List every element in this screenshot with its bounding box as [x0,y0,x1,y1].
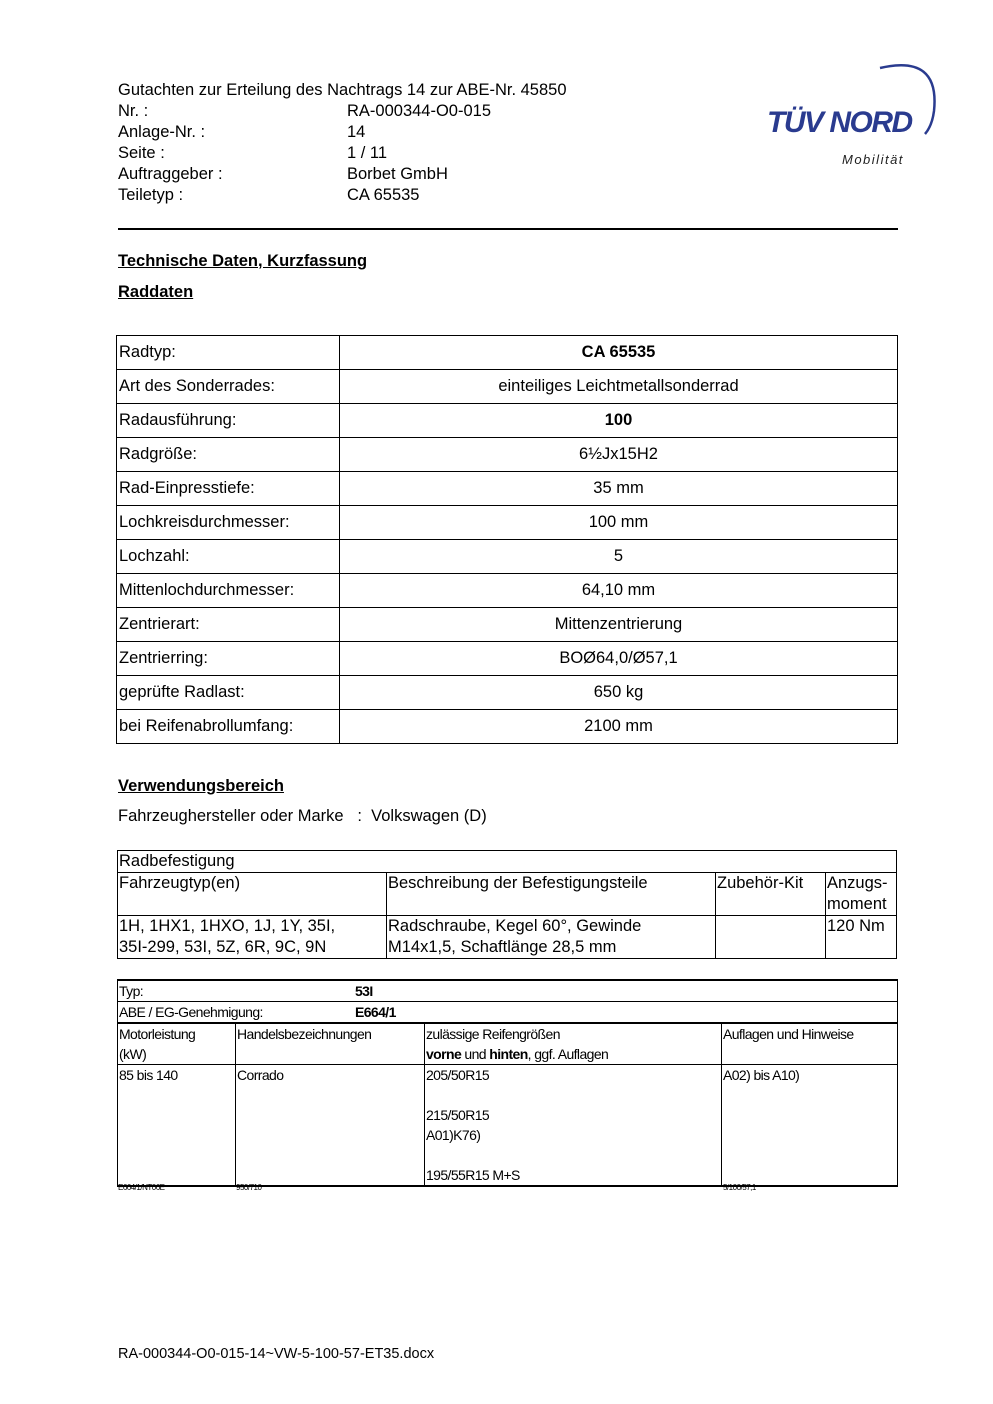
raddaten-label: Radgröße: [117,438,340,472]
header-row-seite [118,143,567,164]
footnote-code: 950/710 [236,1183,262,1192]
table-row [117,506,898,540]
raddaten-value: 64,10 mm [340,574,898,608]
col-header-line: (kW) [119,1046,147,1062]
header-value: Borbet GmbH [347,165,448,183]
raddaten-value: BOØ64,0/Ø57,1 [340,642,898,676]
table-row [117,710,898,744]
footnote-code: 5/100/57,1 [723,1183,756,1192]
hersteller-line [118,807,487,826]
header-label: Auftraggeber : [118,165,223,183]
cell-line: 35I-299, 53I, 5Z, 6R, 9C, 9N [119,938,327,956]
header-value: 14 [347,123,366,141]
tire-size: 215/50R15 [426,1107,490,1123]
section-subtitle: Raddaten [118,283,194,301]
document-header [118,80,567,206]
col-header-auflagen: Auflagen und Hinweise [722,1023,898,1065]
typ-row [118,980,898,1002]
header-label: Nr. : [118,102,149,120]
cell-line: 1H, 1HX1, 1HXO, 1J, 1Y, 35I, [119,917,336,935]
col-header-line: moment [827,895,887,913]
header-label: Anlage-Nr. : [118,123,206,141]
raddaten-label: Radtyp: [117,336,340,370]
table-row [117,608,898,642]
raddaten-table [116,335,898,744]
table-row [117,574,898,608]
table-row [117,540,898,574]
header-row-teiletyp [118,185,567,206]
leistung-cell: 85 bis 140 [118,1065,236,1187]
zubehoer-kit-cell [716,916,826,959]
cell-line: M14x1,5, Schaftlänge 28,5 mm [388,938,617,956]
raddaten-value: Mittenzentrierung [340,608,898,642]
document-title: Gutachten zur Erteilung des Nachtrags 14 zur ABE-Nr. 45850 [118,81,567,99]
raddaten-label: Mittenlochdurchmesser: [117,574,340,608]
table-row [117,472,898,506]
raddaten-label: Zentrierart: [117,608,340,642]
raddaten-value: 6½Jx15H2 [340,438,898,472]
radbefestigung-table [117,850,897,959]
col-header-line: zulässige Reifengrößen [426,1026,560,1042]
col-header-line [426,1044,720,1064]
raddaten-value: 35 mm [340,472,898,506]
raddaten-label: bei Reifenabrollumfang: [117,710,340,744]
raddaten-label: Lochkreisdurchmesser: [117,506,340,540]
typ-table [117,979,898,1187]
col-header-motorleistung [118,1023,236,1065]
hinweise-cell: A02) bis A10) [722,1065,898,1187]
header-label: Seite : [118,144,165,162]
raddaten-label: Lochzahl: [117,540,340,574]
logo-subtitle: Mobilität [842,152,904,167]
header-divider [118,228,898,230]
raddaten-value: CA 65535 [340,336,898,370]
emphasis: vorne [426,1046,462,1062]
footer-filename: RA-000344-O0-015-14~VW-5-100-57-ET35.docx [118,1346,435,1362]
header-row-nr [118,101,567,122]
header-label: Teiletyp : [118,186,184,204]
typ-label: Typ: [119,983,144,999]
table-row [117,642,898,676]
hersteller-value: Volkswagen (D) [371,807,487,825]
footnote-code: E664/1/NT06E [118,1183,165,1192]
table-row [117,404,898,438]
text: und [461,1046,490,1062]
header-value: RA-000344-O0-015 [347,102,492,120]
hersteller-label: Fahrzeughersteller oder Marke [118,807,344,825]
raddaten-value: 650 kg [340,676,898,710]
header-row-auftraggeber [118,164,567,185]
header-value: 1 / 11 [347,144,388,162]
raddaten-label: Art des Sonderrades: [117,370,340,404]
hersteller-separator: : [357,807,362,825]
col-header: Fahrzeugtyp(en) [118,873,387,916]
table-row [118,916,897,959]
beschreibung-cell [387,916,716,959]
col-header: Zubehör-Kit [716,873,826,916]
typ-value: 53I [355,983,373,999]
table-row [117,336,898,370]
table-row [117,370,898,404]
section-title: Technische Daten, Kurzfassung [118,252,368,270]
raddaten-value: 100 [340,404,898,438]
abe-label: ABE / EG-Genehmigung: [119,1004,263,1020]
table-row [117,438,898,472]
col-header-reifengroessen [425,1023,722,1065]
col-header-line: Motorleistung [119,1026,196,1042]
tire-size: 195/55R15 M+S [426,1167,520,1183]
raddaten-label: geprüfte Radlast: [117,676,340,710]
radbefestigung-title: Radbefestigung [118,851,897,873]
handelsname-cell: Corrado [236,1065,425,1187]
header-row-anlage [118,122,567,143]
raddaten-value: 2100 mm [340,710,898,744]
col-header-handelsbezeichnungen: Handelsbezeichnungen [236,1023,425,1065]
verwendung-title: Verwendungsbereich [118,777,284,795]
fahrzeugtypen-cell [118,916,387,959]
col-header-anzugsmoment [826,873,897,916]
table-row [118,1065,898,1187]
col-header: Beschreibung der Befestigungsteile [387,873,716,916]
raddaten-label: Zentrierring: [117,642,340,676]
logo-brand: TÜV NORD [767,106,912,139]
col-header-line: Anzugs- [827,874,888,892]
raddaten-value: 100 mm [340,506,898,540]
raddaten-value: 5 [340,540,898,574]
header-value: CA 65535 [347,186,420,204]
table-row [117,676,898,710]
tire-note: A01)K76) [426,1127,481,1143]
anzugsmoment-cell: 120 Nm [826,916,897,959]
tuv-nord-logo [762,56,952,176]
raddaten-value: einteiliges Leichtmetallsonderrad [340,370,898,404]
text: , ggf. Auflagen [527,1046,609,1062]
raddaten-label: Radausführung: [117,404,340,438]
cell-line: Radschraube, Kegel 60°, Gewinde [388,917,642,935]
emphasis: hinten [489,1046,528,1062]
tire-size: 205/50R15 [426,1067,490,1083]
abe-value: E664/1 [355,1004,396,1020]
raddaten-label: Rad-Einpresstiefe: [117,472,340,506]
abe-row [118,1002,898,1024]
reifen-cell [425,1065,722,1187]
